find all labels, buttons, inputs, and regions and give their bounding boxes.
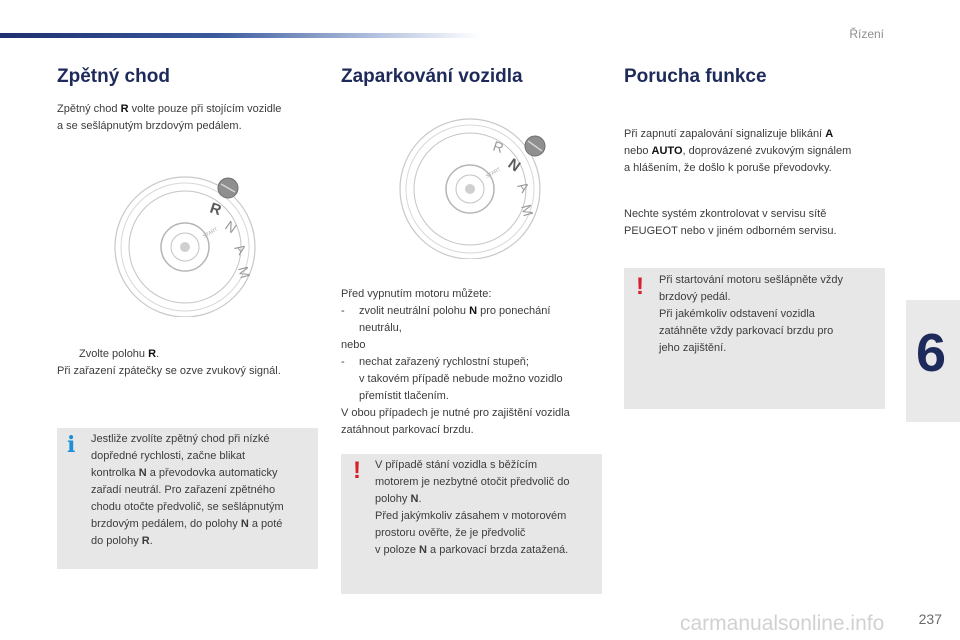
gear-knob-icon [218,178,238,198]
dial-label-m: M [235,264,254,281]
warning-icon: ! [636,273,644,300]
reverse-step: Zvolte polohu R. Při zařazení zpátečky se ozve zvukový signál. [57,348,281,377]
malfunction-title: Porucha funkce [624,66,767,87]
info-icon: i [67,432,76,458]
malfunction-p1: Při zapnutí zapalování signalizuje blikání A nebo AUTO, doprovázené zvukovým signálem a hlášením, že došlo k poruše převodovky. [624,128,852,174]
reverse-title: Zpětný chod [57,66,170,87]
start-label: START [202,226,219,240]
malfunction-p2: Nechte systém zkontrolovat v servisu sítě PEUGEOT nebo v jiném odborném servisu. [624,208,837,237]
warning-icon: ! [353,457,361,484]
header-accent-bar [0,33,480,38]
malfunction-warning-box [624,268,885,409]
section-title: Řízení [849,27,884,41]
page-number: 237 [918,611,942,627]
dial-label-a: A [514,178,534,196]
reverse-info-box [57,428,318,569]
reverse-intro: Zpětný chod R volte pouze při stojícím vozidle a se sešlápnutým brzdovým pedálem. [57,103,282,132]
parking-title: Zaparkování vozidla [341,66,523,87]
parking-warning-box [341,454,602,594]
malfunction-warning-text: Při startování motoru sešlápněte vždy brzdový pedál. Při jakémkoliv odstavení vozidla zatáhněte vždy parkovací brzdu pro jeho zajištění. [659,274,844,354]
dial-label-r: R [491,137,506,156]
dial-label-m: M [518,202,537,219]
parking-text: Před vypnutím motoru můžete: - zvolit neutrální polohu N pro ponechání neutrálu, nebo - nechat zařazený rychlostní stupeň; v takovém případě nebude možno vozidlo přemístit tlačením. V obou případech je nutné pro zajištění vozidla zatáhnout parkovací brzdu. [341,288,570,436]
parking-warning-text: V případě stání vozidla s běžícím motorem je nezbytné otočit předvolič do polohy N. Před jakýmkoliv zásahem v motorovém prostoru ověřte, že je předvolič v poloze N a parkovací brzda zatažená. [375,459,570,556]
gear-selector-r-illustration [110,172,270,317]
watermark: carmanualsonline.info [680,612,885,635]
reverse-info-text: Jestliže zvolíte zpětný chod při nízké dopředné rychlosti, začne blikat kontrolka N a převodovka automaticky zařadí neutrál. Pro zařazení zpětného chodu otočte předvolič, se sešlápnutým brzdovým pedálem, do polohy N a poté do polohy R. [91,433,284,547]
gear-selector-n-illustration [395,114,555,259]
dial-label-n: N [504,155,524,176]
dial-label-a: A [231,240,251,258]
start-label: START [485,166,502,180]
gear-knob-icon [525,136,545,156]
dial-label-r: R [207,199,224,220]
chapter-number: 6 [915,323,946,383]
dial-label-n: N [222,217,240,237]
